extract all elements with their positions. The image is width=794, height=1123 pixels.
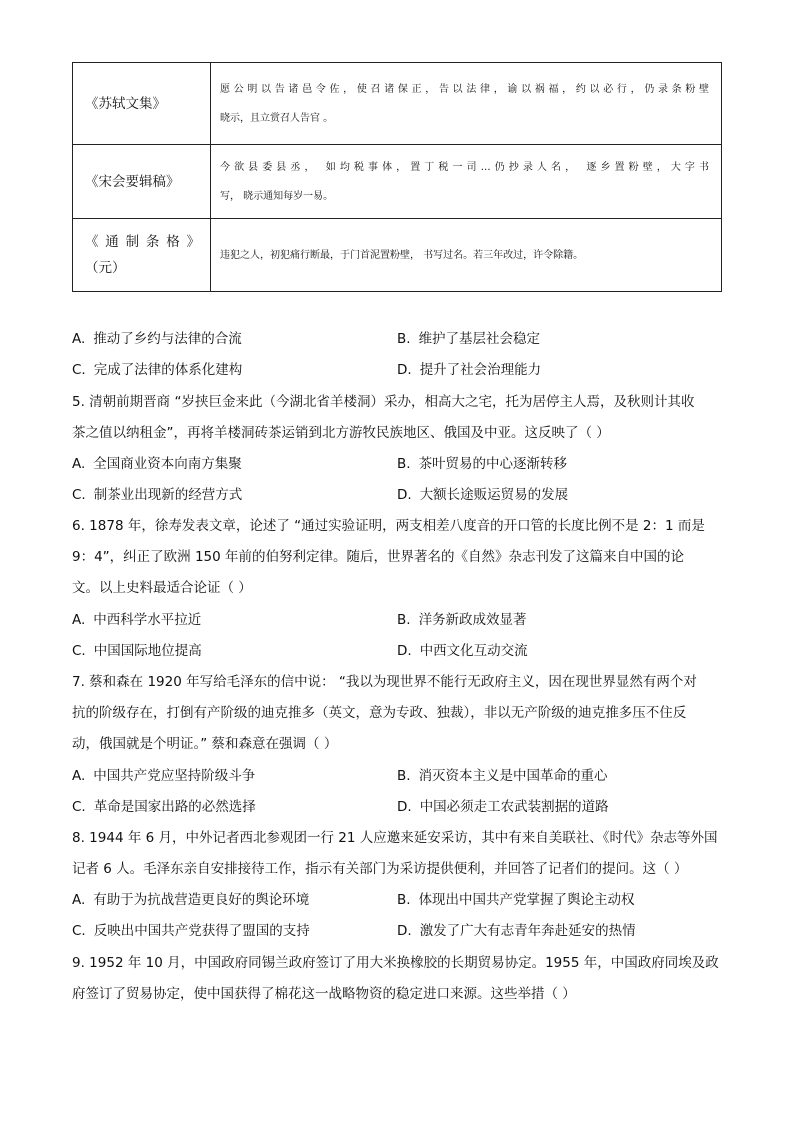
- option-letter: C.: [72, 487, 86, 503]
- option-letter: A.: [72, 612, 86, 628]
- option-letter: C.: [72, 362, 86, 378]
- q8-option-a[interactable]: [72, 890, 309, 910]
- source-name-dynasty: （元）: [85, 260, 126, 276]
- option-text: 中西文化互动交流: [419, 643, 528, 659]
- option-text: 推动了乡约与法律的合流: [93, 331, 242, 347]
- q8-option-b[interactable]: [397, 890, 635, 910]
- source-text-line: 晓示，且立赏召人告官 。: [220, 112, 334, 124]
- q5-option-a[interactable]: [72, 454, 242, 474]
- q4-option-a[interactable]: [72, 329, 242, 349]
- source-name-cell: [73, 63, 211, 145]
- option-letter: C.: [72, 643, 86, 659]
- source-name: 《 通 制 条 格 》: [85, 234, 200, 250]
- option-letter: C.: [72, 923, 86, 939]
- q6-option-d[interactable]: [397, 641, 528, 661]
- option-text: 反映出中国共产党获得了盟国的支持: [93, 923, 310, 939]
- option-text: 茶叶贸易的中心逐渐转移: [418, 456, 568, 472]
- q5-option-b[interactable]: [397, 454, 567, 474]
- q6-option-a[interactable]: [72, 610, 201, 630]
- q8-stem-line: 8. 1944 年 6 月，中外记者西北参观团一行 21 人应邀来延安采访，其中有来自美联社、《时代》杂志等外国: [72, 830, 718, 846]
- option-letter: A.: [72, 892, 86, 908]
- q6-stem-line: 文。以上史料最适合论证（ ）: [72, 580, 252, 596]
- option-text: 提升了社会治理能力: [419, 362, 542, 378]
- option-text: 有助于为抗战营造更良好的舆论环境: [93, 892, 310, 908]
- q7-stem-line: 7. 蔡和森在 1920 年写给毛泽东的信中说： “我以为现世界不能行无政府主义，因在现世界显然有两个对: [72, 674, 697, 690]
- source-text-cell: [211, 145, 722, 219]
- option-text: 中国共产党应坚持阶级斗争: [93, 768, 256, 784]
- q4-option-c[interactable]: [72, 360, 242, 380]
- q9-stem-line: 9. 1952 年 10 月，中国政府同锡兰政府签订了用大米换橡胶的长期贸易协定。1955 年，中国政府同埃及政: [72, 955, 719, 971]
- option-letter: D.: [397, 487, 412, 503]
- option-letter: D.: [397, 799, 412, 815]
- q6-option-b[interactable]: [397, 610, 527, 630]
- table-row: [73, 145, 722, 219]
- q7-option-d[interactable]: [397, 797, 609, 817]
- option-letter: A.: [72, 331, 86, 347]
- q8-option-c[interactable]: [72, 921, 310, 941]
- option-text: 体现出中国共产党掌握了舆论主动权: [418, 892, 635, 908]
- q7-option-a[interactable]: [72, 766, 255, 786]
- option-letter: A.: [72, 768, 86, 784]
- option-letter: D.: [397, 923, 412, 939]
- source-text-line: 愿公明以告诸邑令佐，使召诸保正，告以法律，谕以祸福，约以必行，仍录条粉壁: [220, 83, 709, 95]
- option-letter: C.: [72, 799, 86, 815]
- q5-stem-line: 茶之值以纳租金”，再将羊楼洞砖茶运销到北方游牧民族地区、俄国及中亚。这反映了（ ）: [72, 425, 610, 441]
- source-text-line: 今欲县委县丞， 如均税事体，置丁税一司…仍抄录人名， 逐乡置粉壁，大字书: [220, 161, 709, 173]
- q6-stem-line: 9：4”，纠正了欧洲 150 年前的伯努利定律。随后，世界著名的《自然》杂志刊发了这篇来自中国的论: [72, 549, 685, 565]
- option-text: 制茶业出现新的经营方式: [93, 487, 243, 503]
- source-name-cell: [73, 145, 211, 219]
- option-text: 革命是国家出路的必然选择: [93, 799, 256, 815]
- q9-stem-line: 府签订了贸易协定，使中国获得了棉花这一战略物资的稳定进口来源。这些举措（ ）: [72, 986, 576, 1002]
- q8-option-d[interactable]: [397, 921, 636, 941]
- option-text: 消灭资本主义是中国革命的重心: [418, 768, 608, 784]
- option-letter: B.: [397, 768, 411, 784]
- table-row: [73, 219, 722, 292]
- source-text-cell: [211, 219, 722, 292]
- source-text-line: 写， 晓示通知每岁一易。: [220, 190, 334, 202]
- q6-stem-line: 6. 1878 年，徐寿发表文章，论述了 “通过实验证明，两支相差八度音的开口管的长度比例不是 2：1 而是: [72, 518, 705, 534]
- option-text: 中国必须走工农武装割据的道路: [419, 799, 609, 815]
- option-letter: B.: [397, 456, 411, 472]
- option-letter: D.: [397, 362, 412, 378]
- option-text: 激发了广大有志青年奔赴延安的热情: [419, 923, 636, 939]
- q5-option-c[interactable]: [72, 485, 242, 505]
- source-table: [72, 62, 722, 292]
- option-text: 完成了法律的体系化建构: [93, 362, 243, 378]
- q5-stem-line: 5. 清朝前期晋商 “岁挟巨金来此（今湖北省羊楼洞）采办，相高大之宅，托为居停主人焉，及秋则计其收: [72, 394, 695, 410]
- q4-option-b[interactable]: [397, 329, 540, 349]
- source-text-line: 违犯之人，初犯痛行断最，于门首泥置粉壁， 书写过名。若三年改过，许令除籍。: [220, 249, 584, 261]
- q7-stem-line: 动，俄国就是个明证。” 蔡和森意在强调（ ）: [72, 736, 338, 752]
- option-text: 全国商业资本向南方集聚: [93, 456, 242, 472]
- option-letter: D.: [397, 643, 412, 659]
- q4-option-d[interactable]: [397, 360, 541, 380]
- option-letter: B.: [397, 892, 411, 908]
- source-name: 《宋会要辑稿》: [85, 173, 180, 190]
- option-letter: B.: [397, 331, 411, 347]
- source-name-cell: [73, 219, 211, 292]
- source-text-cell: [211, 63, 722, 145]
- q7-option-b[interactable]: [397, 766, 608, 786]
- option-text: 维护了基层社会稳定: [418, 331, 541, 347]
- option-letter: A.: [72, 456, 86, 472]
- source-name: 《苏轼文集》: [85, 95, 166, 112]
- q6-option-c[interactable]: [72, 641, 202, 661]
- table-row: [73, 63, 722, 145]
- option-text: 大额长途贩运贸易的发展: [419, 487, 569, 503]
- q7-option-c[interactable]: [72, 797, 256, 817]
- q5-option-d[interactable]: [397, 485, 568, 505]
- option-text: 中西科学水平拉近: [93, 612, 202, 628]
- option-letter: B.: [397, 612, 411, 628]
- q7-stem-line: 抗的阶级存在，打倒有产阶级的迪克推多（英文，意为专政、独裁），非以无产阶级的迪克推多压不住反: [72, 705, 687, 721]
- q8-stem-line: 记者 6 人。毛泽东亲自安排接待工作，指示有关部门为采访提供便利，并回答了记者们的提问。这（ ）: [72, 861, 688, 877]
- option-text: 洋务新政成效显著: [418, 612, 527, 628]
- option-text: 中国国际地位提高: [93, 643, 202, 659]
